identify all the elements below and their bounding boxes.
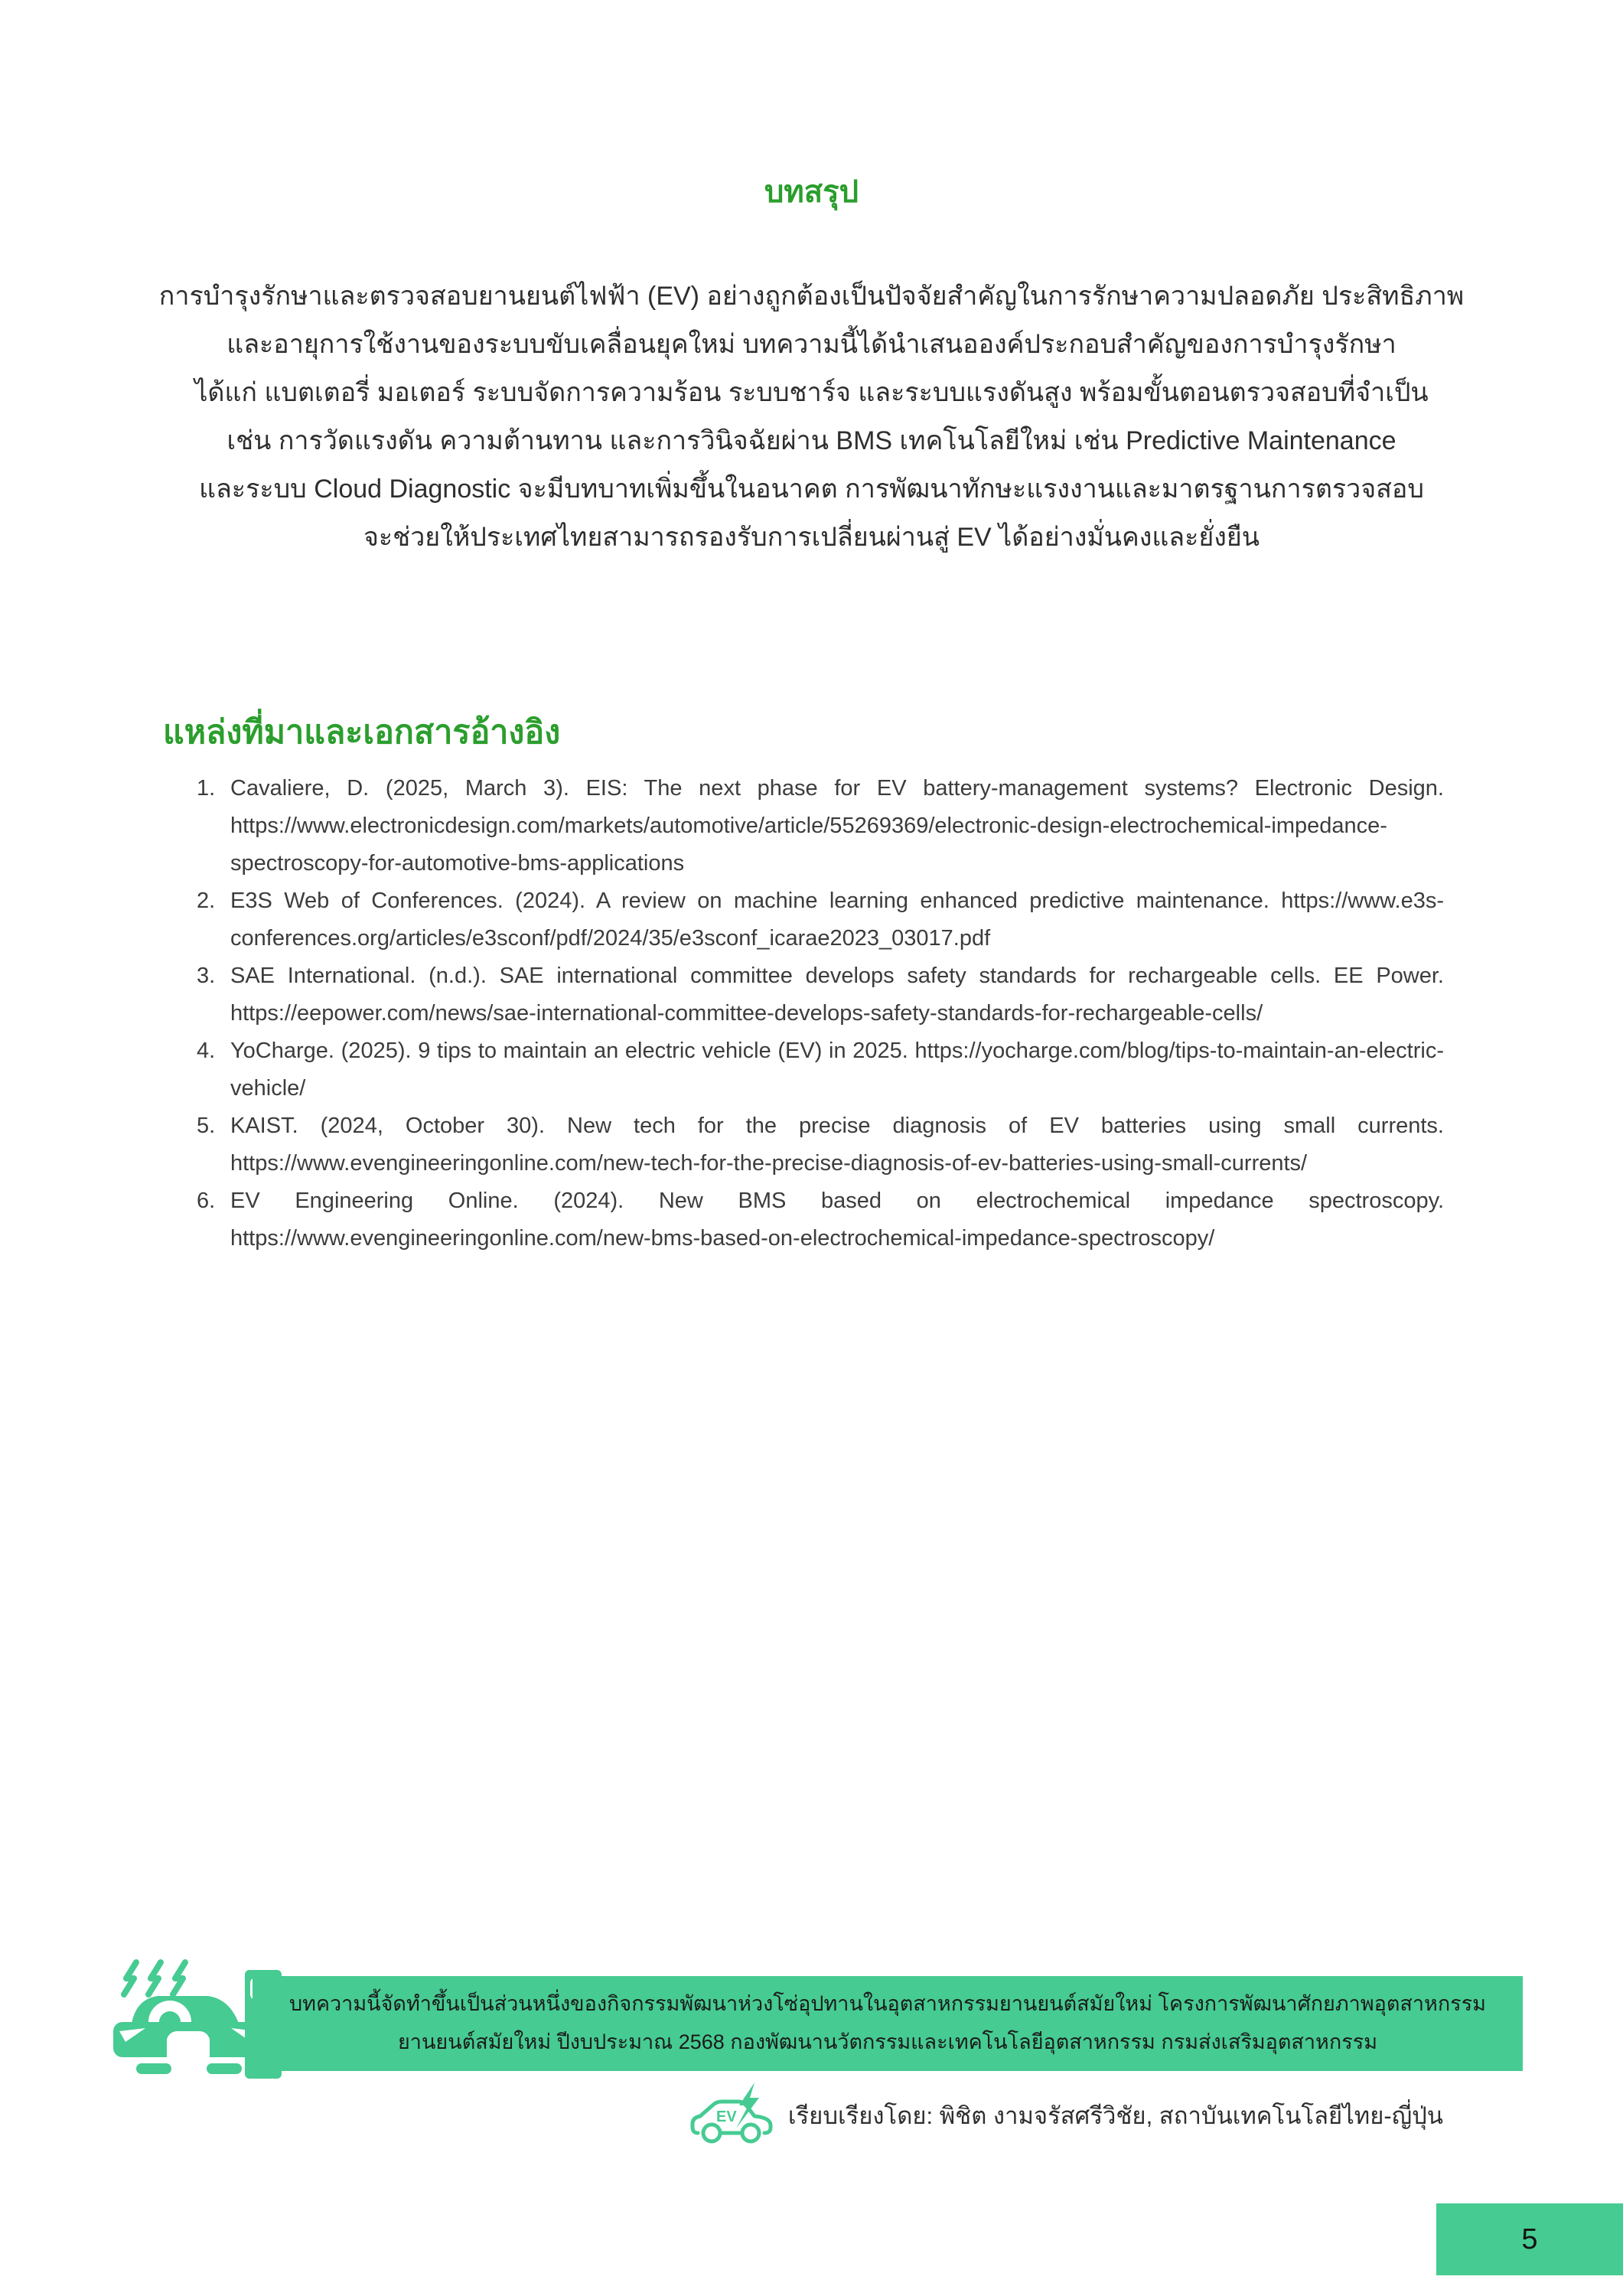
footer-banner-line: บทความนี้จัดทำขึ้นเป็นส่วนหนึ่งของกิจกรรมพัฒนาห่วงโซ่อุปทานในอุตสาหกรรมยานยนต์สมัยใหม่ โครงการพัฒนาศักยภาพอุตสาหกรรม bbox=[289, 1992, 1486, 2015]
reference-text: YoCharge. (2025). 9 tips to maintain an electric vehicle (EV) in 2025. https://yocharge.com/blog/tips-to-maintain-an-electric-vehicle/ bbox=[230, 1039, 1444, 1101]
reference-text: EV Engineering Online. (2024). New BMS based on electrochemical impedance spectroscopy. https://www.evengineeringonline.com/new-bms-based-on-electrochemical-impedance-spectroscopy/ bbox=[230, 1189, 1444, 1251]
references-heading: แหล่งที่มาและเอกสารอ้างอิง bbox=[163, 714, 561, 751]
lightning-bolt-icon bbox=[148, 1962, 161, 1994]
summary-line: เช่น การวัดแรงดัน ความต้านทาน และการวินิจฉัยผ่าน BMS เทคโนโลยีใหม่ เช่น Predictive Maintenance bbox=[227, 426, 1396, 455]
summary-heading: บทสรุป bbox=[764, 175, 859, 209]
reference-number: 2. bbox=[197, 889, 216, 913]
summary-line: และระบบ Cloud Diagnostic จะมีบทบาทเพิ่มขึ้นในอนาคต การพัฒนาทักษะแรงงานและมาตรฐานการตรวจสอบ bbox=[199, 475, 1424, 504]
page-number-badge bbox=[1436, 2203, 1623, 2275]
footer-banner bbox=[253, 1976, 1523, 2071]
footer-banner-line: ยานยนต์สมัยใหม่ ปีงบประมาณ 2568 กองพัฒนานวัตกรรมและเทคโนโลยีอุตสาหกรรม กรมส่งเสริมอุตสาหกรรม bbox=[397, 2030, 1378, 2053]
reference-item bbox=[197, 1182, 1444, 1257]
summary-paragraph bbox=[80, 272, 1543, 562]
reference-item bbox=[197, 1032, 1444, 1107]
summary-line: ได้แก่ แบตเตอรี่ มอเตอร์ ระบบจัดการความร้อน ระบบชาร์จ และระบบแรงดันสูง พร้อมขั้นตอนตรวจสอบที่จำเป็น bbox=[194, 378, 1429, 407]
reference-number: 6. bbox=[197, 1189, 216, 1213]
summary-line: การบำรุงรักษาและตรวจสอบยานยนต์ไฟฟ้า (EV) อย่างถูกต้องเป็นปัจจัยสำคัญในการรักษาความปลอดภัย ประสิทธิภาพ bbox=[158, 282, 1465, 311]
ev-wheel-front bbox=[703, 2125, 720, 2141]
attribution-text: เรียบเรียงโดย: พิชิต งามจรัสศรีวิชัย, สถาบันเทคโนโลยีไทย-ญี่ปุ่น bbox=[787, 2102, 1443, 2129]
reference-item bbox=[197, 1107, 1444, 1182]
ev-side-car-icon bbox=[689, 2081, 774, 2150]
summary-line: และอายุการใช้งานของระบบขับเคลื่อนยุคใหม่ บทความนี้ได้นำเสนอองค์ประกอบสำคัญของการบำรุงรักษา bbox=[227, 330, 1396, 359]
attribution-row bbox=[689, 2080, 1443, 2151]
ev-label: EV bbox=[715, 2108, 737, 2125]
reference-text: KAIST. (2024, October 30). New tech for the precise diagnosis of EV batteries using small currents. https://www.evengineeringonline.com/new-tech-for-the-precise-diagnosis-of-ev-batteries-using-small-currents/ bbox=[230, 1114, 1444, 1176]
car-grille bbox=[167, 2031, 210, 2057]
reference-item bbox=[197, 882, 1444, 957]
reference-item bbox=[197, 770, 1444, 882]
reference-number: 4. bbox=[197, 1039, 216, 1063]
lightning-bolt-icon bbox=[173, 1962, 185, 1994]
references-list bbox=[197, 770, 1444, 1257]
ev-wheel-rear bbox=[742, 2125, 759, 2141]
summary-line: จะช่วยให้ประเทศไทยสามารถรองรับการเปลี่ยนผ่านสู่ EV ได้อย่างมั่นคงและยั่งยืน bbox=[363, 523, 1260, 552]
reference-text: Cavaliere, D. (2025, March 3). EIS: The next phase for EV battery-management systems? Electronic Design. https://www.electronicdesign.com/markets/automotive/article/55269369/electronic-design-electrochemical-impedance-spectroscopy-for-automotive-bms-applications bbox=[230, 776, 1444, 876]
page-number: 5 bbox=[1521, 2223, 1538, 2255]
reference-item bbox=[197, 957, 1444, 1032]
reference-number: 3. bbox=[197, 964, 216, 988]
reference-number: 1. bbox=[197, 776, 216, 801]
reference-text: E3S Web of Conferences. (2024). A review on machine learning enhanced predictive maintenance. https://www.e3s-conferences.org/articles/e3sconf/pdf/2024/35/e3sconf_icarae2023_03017.pdf bbox=[230, 889, 1444, 951]
reference-text: SAE International. (n.d.). SAE international committee develops safety standards for rechargeable cells. EE Power. https://eepower.com/news/sae-international-committee-develops-safety-standards-for-rechargeable-cells/ bbox=[230, 964, 1444, 1026]
car-wheel-left bbox=[136, 2063, 171, 2074]
reference-number: 5. bbox=[197, 1114, 216, 1138]
lightning-bolt-icon bbox=[124, 1962, 136, 1994]
car-wheel-right bbox=[207, 2063, 242, 2074]
